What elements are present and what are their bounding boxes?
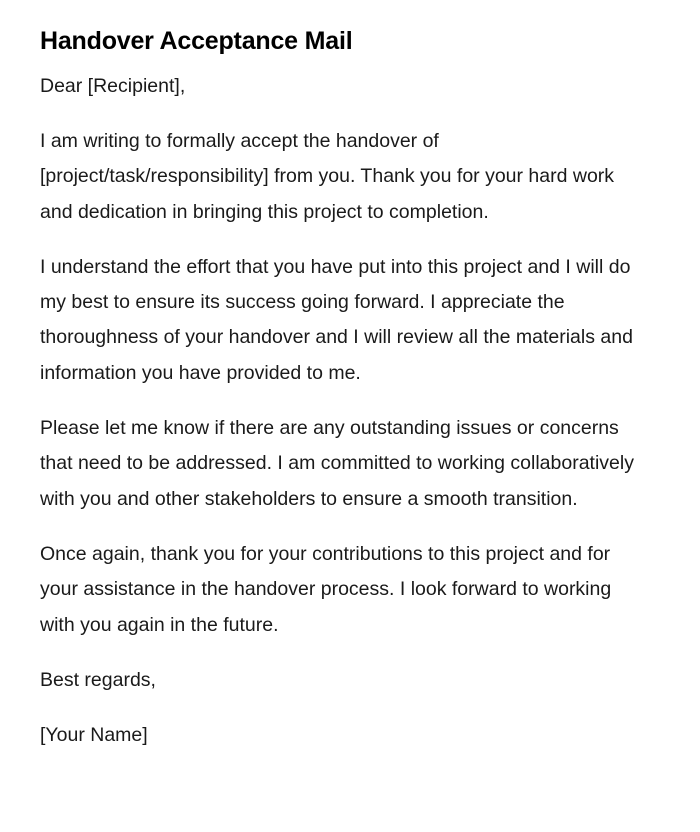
letter-closing: Best regards, <box>40 668 156 691</box>
letter-paragraph: I understand the effort that you have put into this project and I will do my best to ensure its success going forward. I appreciate the thoroughness of your handover and I will review all the materials and information you have provided to me. <box>40 255 633 384</box>
letter-paragraph: Once again, thank you for your contributions to this project and for your assistance in the handover process. I look forward to working with you again in the future. <box>40 542 612 636</box>
letter-salutation: Dear [Recipient], <box>40 75 186 97</box>
letter-paragraph: I am writing to formally accept the handover of [project/task/responsibility] from you. Thank you for your hard work and dedication in bringing this project to completion. <box>40 130 615 223</box>
letter-title: Handover Acceptance Mail <box>40 27 353 55</box>
letter-paragraph: Please let me know if there are any outstanding issues or concerns that need to be addressed. I am committed to working collaboratively with you and other stakeholders to ensure a smooth transition. <box>40 417 634 510</box>
letter-signature: [Your Name] <box>40 723 148 746</box>
